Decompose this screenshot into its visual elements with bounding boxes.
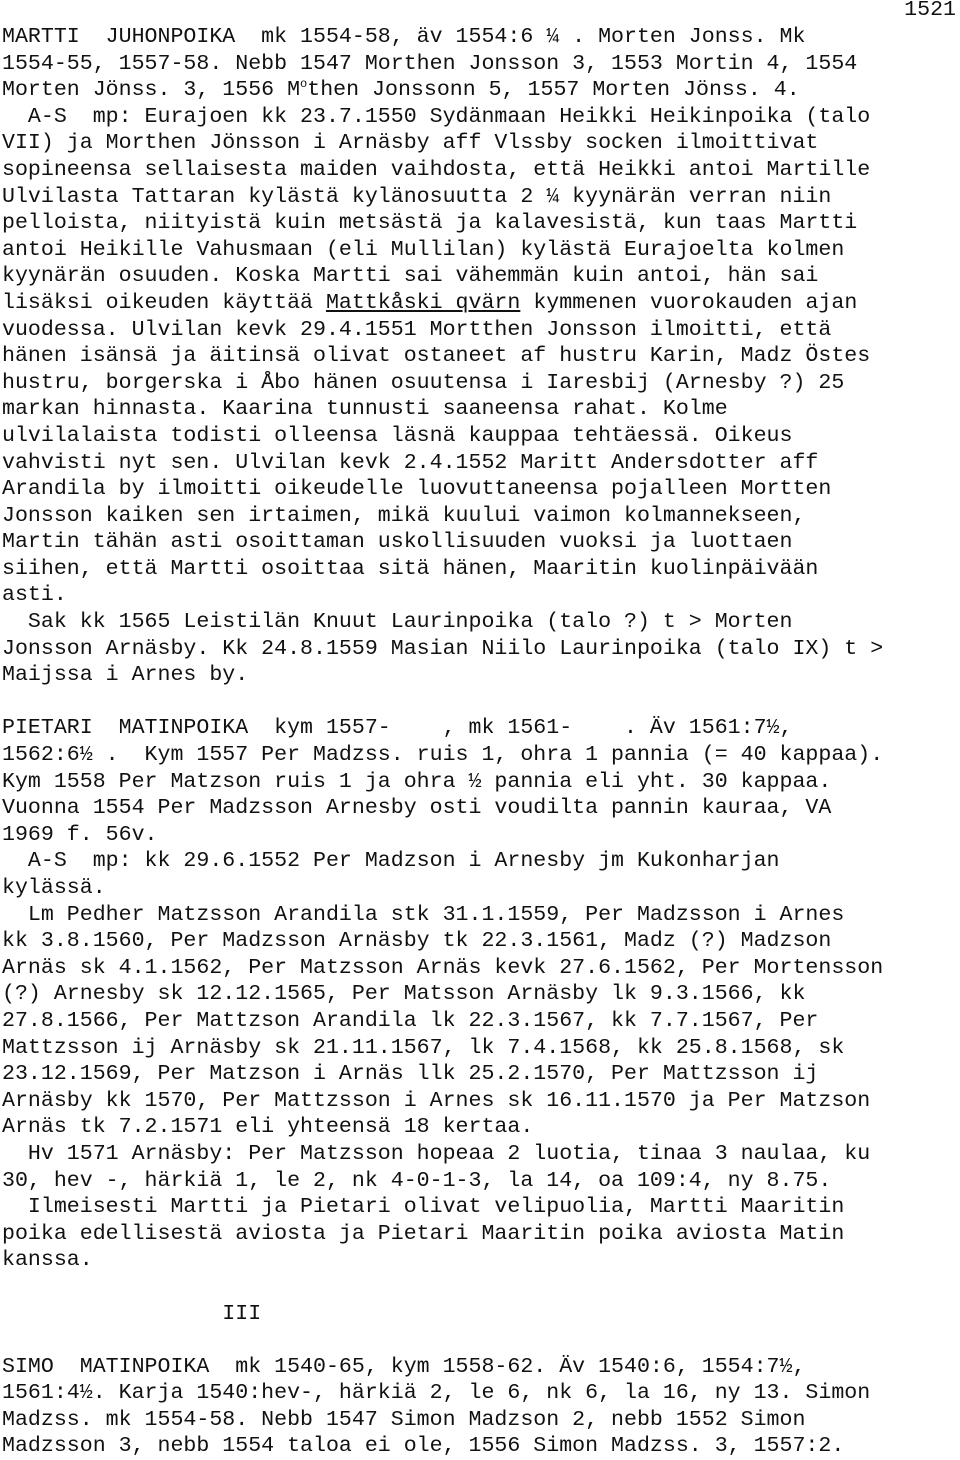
text-line: Arnäs sk 4.1.1562, Per Matzsson Arnäs kevk 27.6.1562, Per Mortensson <box>2 955 884 980</box>
text-line: sopineensa sellaisesta maiden vaihdosta, että Heikki antoi Martille <box>2 157 871 182</box>
text-fragment: kymmenen vuorokauden ajan <box>520 290 858 315</box>
text-line: 1969 f. 56v. <box>2 822 158 847</box>
text-line: A-S mp: kk 29.6.1552 Per Madzson i Arnesby jm Kukonharjan <box>2 849 780 874</box>
page-number: 1521 <box>904 0 956 22</box>
text-line: Lm Pedher Matzsson Arandila stk 31.1.1559, Per Madzsson i Arnes <box>2 902 845 927</box>
text-line: hänen isänsä ja äitinsä olivat ostaneet af hustru Karin, Madz Östes <box>2 344 871 369</box>
text-line: Arnäsby kk 1570, Per Mattzsson i Arnes sk 16.11.1570 ja Per Matzson <box>2 1088 871 1113</box>
text-line: Ilmeisesti Martti ja Pietari olivat velipuolia, Martti Maaritin <box>2 1195 845 1220</box>
text-line: poika edellisestä aviosta ja Pietari Maaritin poika aviosta Matin <box>2 1221 845 1246</box>
text-line <box>2 77 960 104</box>
text-line: kk 3.8.1560, Per Madzsson Arnäsby tk 22.3.1561, Madz (?) Madzson <box>2 929 832 954</box>
text-line: Ulvilasta Tattaran kylästä kylänosuutta 2 ¼ kyynärän verran niin <box>2 184 832 209</box>
text-line: vahvisti nyt sen. Ulvilan kevk 2.4.1552 Maritt Andersdotter aff <box>2 450 819 475</box>
text-line: SIMO MATINPOIKA mk 1540-65, kym 1558-62. Äv 1540:6, 1554:7½, <box>2 1354 806 1379</box>
text-line: vuodessa. Ulvilan kevk 29.4.1551 Mortthen Jonsson ilmoitti, että <box>2 317 832 342</box>
text-line: kanssa. <box>2 1248 93 1273</box>
text-line: Vuonna 1554 Per Madzsson Arnesby osti voudilta pannin kauraa, VA <box>2 796 832 821</box>
text-line: Arnäs tk 7.2.1571 eli yhteensä 18 kertaa. <box>2 1115 534 1140</box>
text-line <box>2 290 960 317</box>
text-line: markan hinnasta. Kaarina tunnusti saaneensa rahat. Kolme <box>2 397 728 422</box>
text-fragment: then Jonssonn 5, 1557 Morten Jönss. 4. <box>307 78 800 103</box>
text-line: Mattzsson ij Arnäsby sk 21.11.1567, lk 7.4.1568, kk 25.8.1568, sk <box>2 1035 845 1060</box>
text-line: A-S mp: Eurajoen kk 23.7.1550 Sydänmaan Heikki Heikinpoika (talo <box>2 104 871 129</box>
text-fragment: Morten Jönss. 3, 1556 M <box>2 78 301 103</box>
underlined-place-name: Mattkåski qvärn <box>325 290 521 315</box>
text-line: 1561:4½. Karja 1540:hev-, härkiä 2, le 6, nk 6, la 16, ny 13. Simon <box>2 1381 871 1406</box>
text-line: 1562:6½ . Kym 1557 Per Madzss. ruis 1, ohra 1 pannia (= 40 kappaa). <box>2 743 884 768</box>
text-line: pelloista, niityistä kuin metsästä ja kalavesistä, kun taas Martti <box>2 211 858 236</box>
roman-numeral-heading: III <box>2 1301 262 1326</box>
text-line: kyynärän osuuden. Koska Martti sai vähemmän kuin antoi, hän sai <box>2 264 819 289</box>
text-line: 27.8.1566, Per Mattzson Arandila lk 22.3.1567, kk 7.7.1567, Per <box>2 1008 819 1033</box>
text-line: Jonsson kaiken sen irtaimen, mikä kuului vaimon kolmannekseen, <box>2 503 806 528</box>
text-line: 23.12.1569, Per Matzson i Arnäs llk 25.2.1570, Per Mattzsson ij <box>2 1062 819 1087</box>
section-martti <box>2 24 960 689</box>
text-line: antoi Heikille Vahusmaan (eli Mullilan) kylästä Eurajoelta kolmen <box>2 237 845 262</box>
text-line: Hv 1571 Arnäsby: Per Matzsson hopeaa 2 luotia, tinaa 3 naulaa, ku <box>2 1141 871 1166</box>
text-line: Madzss. mk 1554-58. Nebb 1547 Simon Madzson 2, nebb 1552 Simon <box>2 1407 806 1432</box>
superscript: o <box>300 77 308 92</box>
text-line: VII) ja Morthen Jönsson i Arnäsby aff Vlssby socken ilmoittivat <box>2 131 819 156</box>
text-line: ulvilalaista todisti olleensa läsnä kauppaa tehtäessä. Oikeus <box>2 423 793 448</box>
text-line: Maijssa i Arnes by. <box>2 663 249 688</box>
blank-line <box>2 689 960 716</box>
text-line: siihen, että Martti osoittaa sitä hänen, Maaritin kuolinpäivään <box>2 556 819 581</box>
document-body <box>2 24 960 1460</box>
text-fragment: lisäksi oikeuden käyttää <box>2 290 326 315</box>
text-line: (?) Arnesby sk 12.12.1565, Per Matsson Arnäsby lk 9.3.1566, kk <box>2 982 806 1007</box>
text-line: 30, hev -, härkiä 1, le 2, nk 4-0-1-3, la 14, oa 109:4, ny 8.75. <box>2 1168 832 1193</box>
section-pietari <box>2 715 960 1273</box>
text-line: PIETARI MATINPOIKA kym 1557- , mk 1561- . Äv 1561:7½, <box>2 716 793 741</box>
text-line: hustru, borgerska i Åbo hänen osuutensa i Iaresbij (Arnesby ?) 25 <box>2 370 845 395</box>
text-line: Kym 1558 Per Matzson ruis 1 ja ohra ½ pannia eli yht. 30 kappaa. <box>2 769 832 794</box>
section-simo <box>2 1354 960 1460</box>
blank-line <box>2 1327 960 1354</box>
text-line: MARTTI JUHONPOIKA mk 1554-58, äv 1554:6 ¼ . Morten Jonss. Mk <box>2 25 806 49</box>
text-line: kylässä. <box>2 876 106 900</box>
text-line: Madzsson 3, nebb 1554 taloa ei ole, 1556 Simon Madzss. 3, 1557:2. <box>2 1434 845 1459</box>
text-line: Jonsson Arnäsby. Kk 24.8.1559 Masian Niilo Laurinpoika (talo IX) t > <box>2 636 884 661</box>
text-line: Sak kk 1565 Leistilän Knuut Laurinpoika (talo ?) t > Morten <box>2 610 793 635</box>
text-line: Arandila by ilmoitti oikeudelle luovuttaneensa pojalleen Mortten <box>2 477 832 502</box>
text-line: Martin tähän asti osoittaman uskollisuuden vuoksi ja luottaen <box>2 530 793 555</box>
text-line: asti. <box>2 583 67 608</box>
blank-line <box>2 1274 960 1301</box>
text-line: 1554-55, 1557-58. Nebb 1547 Morthen Jonsson 3, 1553 Mortin 4, 1554 <box>2 51 858 76</box>
